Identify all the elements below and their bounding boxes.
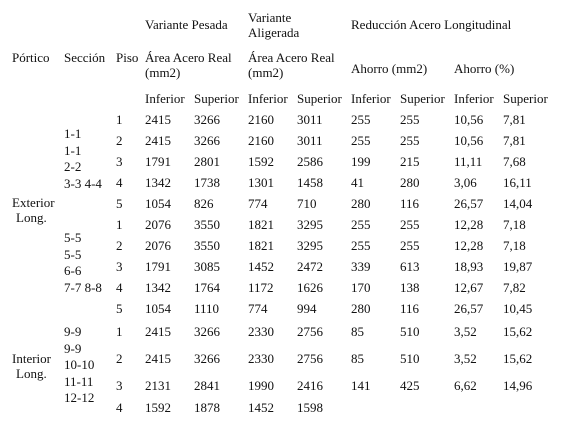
ahorro-mm2-inferior-cell: 280 <box>351 196 371 211</box>
pesada-inferior-cell: 2076 <box>145 217 171 232</box>
ahorro-pct-inferior-cell: 11,11 <box>454 154 483 169</box>
portico-interior: Interior Long. <box>12 351 51 381</box>
ahorro-pct-inferior-cell: 10,56 <box>454 112 484 127</box>
ahorro-pct-inferior-cell: 10,56 <box>454 133 484 148</box>
aligerada-inferior-cell: 1452 <box>248 400 274 415</box>
ahorro-pct-inferior-cell: 18,93 <box>454 259 484 274</box>
ahorro-mm2-superior-cell: 255 <box>400 238 420 253</box>
pesada-superior-cell: 3266 <box>194 324 220 339</box>
aligerada-inferior-cell: 1301 <box>248 175 274 190</box>
section-group: 1-1 1-1 2-2 3-3 4-4 <box>64 126 102 191</box>
ahorro-mm2-superior-cell: 215 <box>400 154 420 169</box>
aligerada-superior-cell: 3011 <box>297 112 323 127</box>
header-ahorro-pct: Ahorro (%) <box>454 61 515 76</box>
ahorro-pct-inferior-cell: 12,28 <box>454 238 484 253</box>
ahorro-pct-inferior-cell: 26,57 <box>454 301 484 316</box>
ahorro-mm2-inferior-cell: 255 <box>351 133 371 148</box>
pesada-inferior-cell: 1342 <box>145 175 171 190</box>
pesada-inferior-cell: 1054 <box>145 196 171 211</box>
aligerada-superior-cell: 710 <box>297 196 317 211</box>
aligerada-inferior-cell: 1990 <box>248 378 274 393</box>
ahorro-pct-superior-cell: 14,04 <box>503 196 533 211</box>
ahorro-pct-superior-cell: 19,87 <box>503 259 533 274</box>
pesada-inferior-cell: 2415 <box>145 324 171 339</box>
pesada-inferior-cell: 2076 <box>145 238 171 253</box>
ahorro-mm2-superior-cell: 425 <box>400 378 420 393</box>
ahorro-pct-superior-cell: 7,68 <box>503 154 526 169</box>
ahorro-pct-superior-cell: 10,45 <box>503 301 533 316</box>
ahorro-pct-inferior-cell: 6,62 <box>454 378 477 393</box>
aligerada-superior-cell: 1626 <box>297 280 323 295</box>
pesada-superior-cell: 1110 <box>194 301 220 316</box>
pesada-inferior-cell: 1342 <box>145 280 171 295</box>
piso-cell: 2 <box>116 133 123 148</box>
aligerada-inferior-cell: 1821 <box>248 217 274 232</box>
ahorro-mm2-superior-cell: 280 <box>400 175 420 190</box>
header-ahorro-mm2: Ahorro (mm2) <box>351 61 428 76</box>
header-piso: Piso <box>116 50 139 65</box>
ahorro-pct-inferior-cell: 26,57 <box>454 196 484 211</box>
aligerada-inferior-cell: 1452 <box>248 259 274 274</box>
header-portico: Pórtico <box>12 50 50 65</box>
aligerada-inferior-cell: 774 <box>248 196 268 211</box>
aligerada-superior-cell: 2756 <box>297 351 323 366</box>
header-superior: Superior <box>297 91 342 106</box>
ahorro-mm2-superior-cell: 255 <box>400 217 420 232</box>
aligerada-superior-cell: 3295 <box>297 217 323 232</box>
header-inferior: Inferior <box>145 91 185 106</box>
piso-cell: 2 <box>116 238 123 253</box>
ahorro-mm2-superior-cell: 116 <box>400 301 420 316</box>
ahorro-pct-inferior-cell: 12,67 <box>454 280 484 295</box>
pesada-superior-cell: 3266 <box>194 133 220 148</box>
ahorro-mm2-superior-cell: 613 <box>400 259 420 274</box>
ahorro-pct-superior-cell: 7,82 <box>503 280 526 295</box>
header-variante-aligerada: Variante Aligerada <box>248 10 300 40</box>
pesada-superior-cell: 3266 <box>194 112 220 127</box>
ahorro-mm2-inferior-cell: 170 <box>351 280 371 295</box>
pesada-superior-cell: 1764 <box>194 280 220 295</box>
pesada-superior-cell: 3550 <box>194 217 220 232</box>
ahorro-pct-inferior-cell: 3,06 <box>454 175 477 190</box>
pesada-inferior-cell: 2131 <box>145 378 171 393</box>
ahorro-mm2-inferior-cell: 339 <box>351 259 371 274</box>
ahorro-mm2-inferior-cell: 280 <box>351 301 371 316</box>
aligerada-superior-cell: 1458 <box>297 175 323 190</box>
ahorro-mm2-inferior-cell: 41 <box>351 175 364 190</box>
ahorro-pct-superior-cell: 15,62 <box>503 324 533 339</box>
piso-cell: 3 <box>116 154 123 169</box>
ahorro-mm2-inferior-cell: 141 <box>351 378 371 393</box>
header-area-aligerada: Área Acero Real (mm2) <box>248 50 335 80</box>
piso-cell: 5 <box>116 196 123 211</box>
pesada-inferior-cell: 1791 <box>145 154 171 169</box>
ahorro-mm2-inferior-cell: 255 <box>351 217 371 232</box>
piso-cell: 4 <box>116 280 123 295</box>
piso-cell: 4 <box>116 400 123 415</box>
pesada-superior-cell: 3550 <box>194 238 220 253</box>
piso-cell: 1 <box>116 112 123 127</box>
pesada-superior-cell: 2841 <box>194 378 220 393</box>
header-seccion: Sección <box>64 50 106 65</box>
header-variante-pesada: Variante Pesada <box>145 17 228 32</box>
pesada-superior-cell: 3085 <box>194 259 220 274</box>
piso-cell: 3 <box>116 259 123 274</box>
pesada-superior-cell: 3266 <box>194 351 220 366</box>
ahorro-pct-inferior-cell: 3,52 <box>454 351 477 366</box>
aligerada-inferior-cell: 2160 <box>248 112 274 127</box>
aligerada-inferior-cell: 2330 <box>248 351 274 366</box>
header-inferior: Inferior <box>454 91 494 106</box>
header-superior: Superior <box>194 91 239 106</box>
ahorro-pct-superior-cell: 7,81 <box>503 133 526 148</box>
aligerada-superior-cell: 3011 <box>297 133 323 148</box>
aligerada-inferior-cell: 1172 <box>248 280 274 295</box>
section-group: 5-5 5-5 6-6 7-7 8-8 <box>64 230 102 295</box>
pesada-inferior-cell: 2415 <box>145 133 171 148</box>
ahorro-pct-superior-cell: 14,96 <box>503 378 533 393</box>
pesada-inferior-cell: 2415 <box>145 351 171 366</box>
ahorro-pct-inferior-cell: 3,52 <box>454 324 477 339</box>
pesada-inferior-cell: 1791 <box>145 259 171 274</box>
header-superior: Superior <box>503 91 548 106</box>
pesada-superior-cell: 1878 <box>194 400 220 415</box>
piso-cell: 3 <box>116 378 123 393</box>
ahorro-mm2-superior-cell: 510 <box>400 324 420 339</box>
aligerada-superior-cell: 2416 <box>297 378 323 393</box>
aligerada-superior-cell: 2472 <box>297 259 323 274</box>
ahorro-mm2-inferior-cell: 199 <box>351 154 371 169</box>
ahorro-mm2-superior-cell: 255 <box>400 112 420 127</box>
ahorro-pct-superior-cell: 7,18 <box>503 217 526 232</box>
ahorro-mm2-inferior-cell: 85 <box>351 324 364 339</box>
aligerada-inferior-cell: 2160 <box>248 133 274 148</box>
ahorro-mm2-superior-cell: 510 <box>400 351 420 366</box>
ahorro-pct-superior-cell: 16,11 <box>503 175 532 190</box>
portico-exterior: Exterior Long. <box>12 195 55 225</box>
ahorro-mm2-inferior-cell: 85 <box>351 351 364 366</box>
ahorro-mm2-inferior-cell: 255 <box>351 238 371 253</box>
aligerada-inferior-cell: 1592 <box>248 154 274 169</box>
header-inferior: Inferior <box>248 91 288 106</box>
aligerada-superior-cell: 3295 <box>297 238 323 253</box>
piso-cell: 5 <box>116 301 123 316</box>
ahorro-mm2-superior-cell: 138 <box>400 280 420 295</box>
piso-cell: 2 <box>116 351 123 366</box>
ahorro-mm2-superior-cell: 255 <box>400 133 420 148</box>
pesada-superior-cell: 2801 <box>194 154 220 169</box>
section-group: 9-9 9-9 10-10 11-11 12-12 <box>64 324 95 405</box>
pesada-inferior-cell: 1054 <box>145 301 171 316</box>
header-inferior: Inferior <box>351 91 391 106</box>
aligerada-inferior-cell: 2330 <box>248 324 274 339</box>
header-area-pesada: Área Acero Real (mm2) <box>145 50 232 80</box>
pesada-inferior-cell: 2415 <box>145 112 171 127</box>
piso-cell: 1 <box>116 324 123 339</box>
ahorro-pct-superior-cell: 7,18 <box>503 238 526 253</box>
pesada-superior-cell: 1738 <box>194 175 220 190</box>
aligerada-superior-cell: 994 <box>297 301 317 316</box>
piso-cell: 1 <box>116 217 123 232</box>
ahorro-pct-superior-cell: 7,81 <box>503 112 526 127</box>
ahorro-pct-inferior-cell: 12,28 <box>454 217 484 232</box>
header-superior: Superior <box>400 91 445 106</box>
header-reduccion: Reducción Acero Longitudinal <box>351 17 512 32</box>
piso-cell: 4 <box>116 175 123 190</box>
pesada-inferior-cell: 1592 <box>145 400 171 415</box>
aligerada-superior-cell: 2756 <box>297 324 323 339</box>
ahorro-pct-superior-cell: 15,62 <box>503 351 533 366</box>
aligerada-superior-cell: 1598 <box>297 400 323 415</box>
pesada-superior-cell: 826 <box>194 196 214 211</box>
ahorro-mm2-superior-cell: 116 <box>400 196 420 211</box>
aligerada-inferior-cell: 1821 <box>248 238 274 253</box>
aligerada-inferior-cell: 774 <box>248 301 268 316</box>
aligerada-superior-cell: 2586 <box>297 154 323 169</box>
ahorro-mm2-inferior-cell: 255 <box>351 112 371 127</box>
